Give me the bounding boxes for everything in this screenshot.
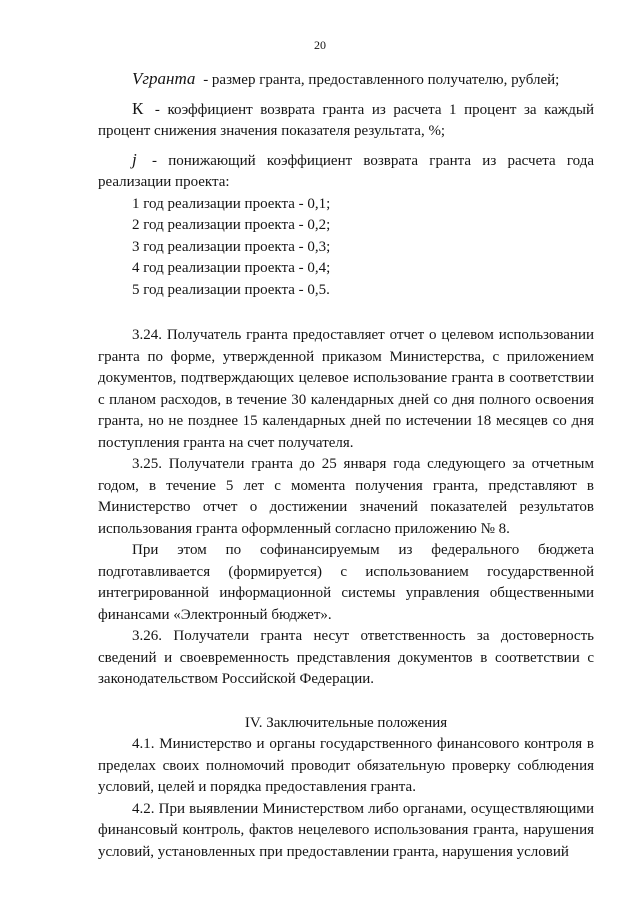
paragraph-4-2: 4.2. При выявлении Министерством либо органами, осуществляющими финансовый контроль, фактов нецелевого использования гранта, нарушения условий, установленных при предоставлении гранта, нарушения условий xyxy=(98,800,594,860)
list-item: 1 год реализации проекта - 0,1; xyxy=(132,195,331,212)
definition-v-granta xyxy=(98,68,594,92)
list-item: 2 год реализации проекта - 0,2; xyxy=(132,217,331,233)
list-item: 3 год реализации проекта - 0,3; xyxy=(132,238,331,255)
paragraph-cofinance: При этом по софинансируемым из федерального бюджета подготавливается (формируется) с использованием государственной интегрированной информационной системы управления общественными финансами «Электронный бюджет». xyxy=(98,542,594,623)
years-list xyxy=(98,194,594,302)
page-number: 20 xyxy=(314,38,326,52)
list-item: 4 год реализации проекта - 0,4; xyxy=(132,260,331,276)
spacer xyxy=(98,303,594,325)
list-item: 5 год реализации проекта - 0,5. xyxy=(132,281,330,298)
definition-k-text: - коэффициент возврата гранта из расчета 1 процент за каждый процент снижения значения показателя результата, %; xyxy=(98,101,594,139)
spacer xyxy=(98,691,594,713)
symbol-k: К xyxy=(132,98,144,118)
paragraph-4-1: 4.1. Министерство и органы государственного финансового контроля в пределах своих полномочий проводит обязательную проверку соблюдения условий, целей и порядка предоставления гранта. xyxy=(98,736,594,795)
definition-j-text: - понижающий коэффициент возврата гранта из расчета года реализации проекта: xyxy=(98,152,595,190)
paragraph-3-26: 3.26. Получатели гранта несут ответственность за достоверность сведений и своевременность представления документов в соответствии с законодательством Российской Федерации. xyxy=(98,628,594,687)
definition-k xyxy=(98,98,594,143)
paragraph-3-24: 3.24. Получатель гранта предоставляет отчет о целевом использовании гранта по форме, утвержденной приказом Министерства, с приложением документов, подтверждающих целевое использование гранта в соответствии с планом расходов, в течение 30 календарных дней со дня полного освоения гранта, но не позднее 15 календарных дней по истечении 18 месяцев со дня поступления гранта на счет получателя. xyxy=(98,327,594,451)
paragraph-3-25: 3.25. Получатели гранта до 25 января года следующего за отчетным годом, в течение 5 лет с момента получения гранта, представляют в Министерство отчет о достижении значений показателей результатов использования гранта оформленный согласно приложению № 8. xyxy=(98,456,594,537)
symbol-v-granta: Vгранта xyxy=(132,69,196,88)
definition-v-text: - размер гранта, предоставленного получателю, рублей; xyxy=(203,72,560,88)
definition-j xyxy=(98,149,594,194)
document-body xyxy=(98,68,594,863)
symbol-j: j xyxy=(132,149,137,169)
section-heading: IV. Заключительные положения xyxy=(244,714,448,731)
